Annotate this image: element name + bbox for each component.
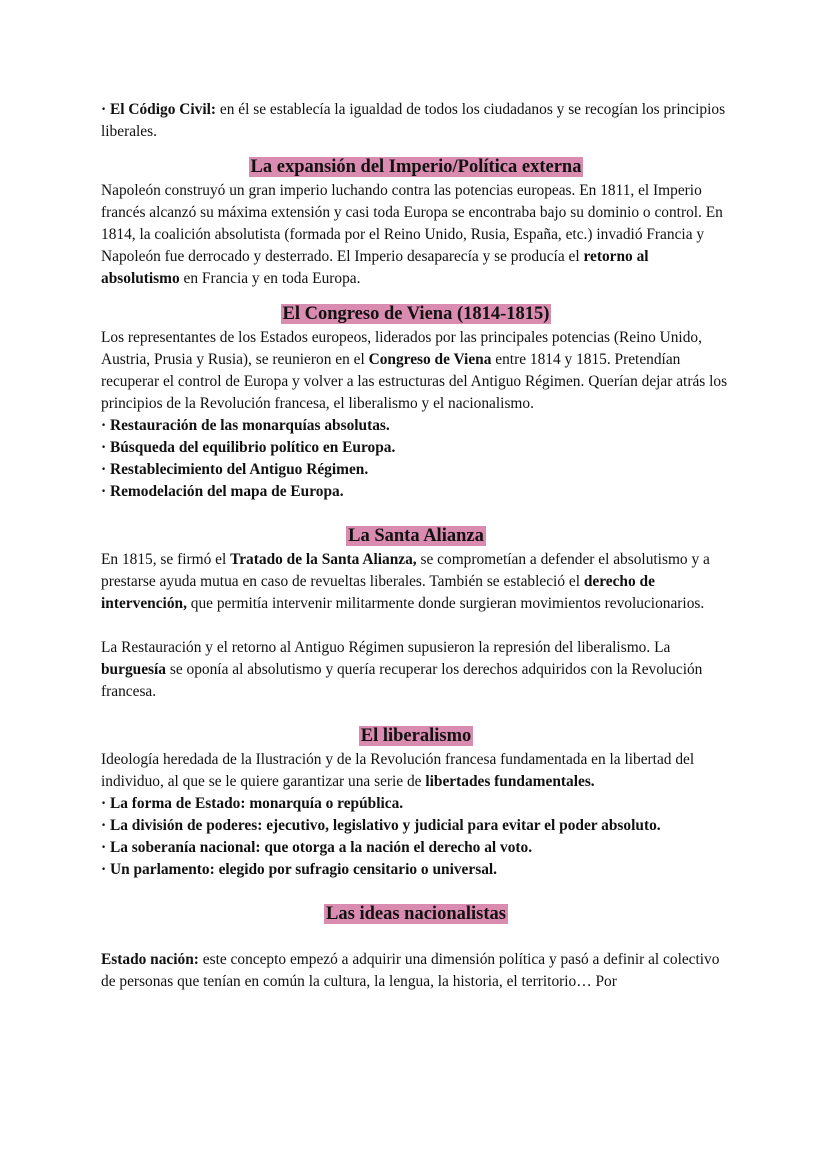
liberalismo-paragraph: Ideología heredada de la Ilustración y de la Revolución francesa fundamentada en la libertad del individuo, al que se le quiere garantizar una serie de libertades fundamentales. — [101, 751, 695, 790]
alianza-paragraph-1: En 1815, se firmó el Tratado de la Santa Alianza, se comprometían a defender el absolutismo y a prestarse ayuda mutua en caso de revueltas liberales. También se estableció el derecho de intervención, que permitía intervenir militarmente donde surgieran movimientos revolucionarios. — [101, 551, 710, 612]
expansion-paragraph: Napoleón construyó un gran imperio luchando contra las potencias europeas. En 1811, el Imperio francés alcanzó su máxima extensión y casi toda Europa se encontraba bajo su dominio o control. En 1814, la coalición absolutista (formada por el Reino Unido, Rusia, España, etc.) invadió Francia y Napoleón fue derrocado y desterrado. El Imperio desaparecía y se producía el retorno al absolutismo en Francia y en toda Europa. — [101, 182, 723, 287]
paragraph-gap — [101, 927, 731, 949]
intro-paragraph — [101, 99, 731, 143]
nacionalistas-paragraph: Estado nación: este concepto empezó a adquirir una dimensión política y pasó a definir al colectivo de personas que tenían en común la cultura, la lengua, la historia, el territorio… Por — [101, 951, 720, 990]
heading-congreso: El Congreso de Viena (1814-1815) — [282, 304, 550, 324]
heading-alianza: La Santa Alianza — [348, 526, 484, 546]
congreso-bullet: · Restauración de las monarquías absolutas. — [101, 417, 390, 434]
document-content — [101, 99, 731, 993]
liberalismo-bullet: · La división de poderes: ejecutivo, legislativo y judicial para evitar el poder absoluto. — [101, 817, 661, 834]
heading-nacionalistas: Las ideas nacionalistas — [326, 904, 506, 924]
congreso-bullet: · Remodelación del mapa de Europa. — [101, 483, 344, 500]
heading-expansion: La expansión del Imperio/Política externa — [250, 157, 582, 177]
heading-liberalismo: El liberalismo — [360, 726, 472, 746]
intro-text: en él se establecía la igualdad de todos los ciudadanos y se recogían los principios liberales. — [101, 101, 726, 140]
congreso-bullet: · Búsqueda del equilibrio político en Europa. — [101, 439, 396, 456]
liberalismo-bullet: · La forma de Estado: monarquía o república. — [101, 795, 404, 812]
congreso-paragraph: Los representantes de los Estados europeos, liderados por las principales potencias (Reino Unido, Austria, Prusia y Rusia), se reunieron en el Congreso de Viena entre 1814 y 1815. Pretendían recuperar el control de Europa y volver a las estructuras del Antiguo Régimen. Querían dejar atrás los principios de la Revolución francesa, el liberalismo y el nacionalismo. — [101, 329, 728, 412]
congreso-bullet: · Restablecimiento del Antiguo Régimen. — [101, 461, 369, 478]
liberalismo-bullet: · Un parlamento: elegido por sufragio censitario o universal. — [101, 861, 498, 878]
intro-label: · El Código Civil: — [101, 101, 217, 118]
liberalismo-bullet: · La soberanía nacional: que otorga a la nación el derecho al voto. — [101, 839, 533, 856]
alianza-paragraph-2: La Restauración y el retorno al Antiguo Régimen supusieron la represión del liberalismo. La burguesía se oponía al absolutismo y quería recuperar los derechos adquiridos con la Revolución francesa. — [101, 639, 703, 700]
paragraph-gap — [101, 615, 731, 637]
